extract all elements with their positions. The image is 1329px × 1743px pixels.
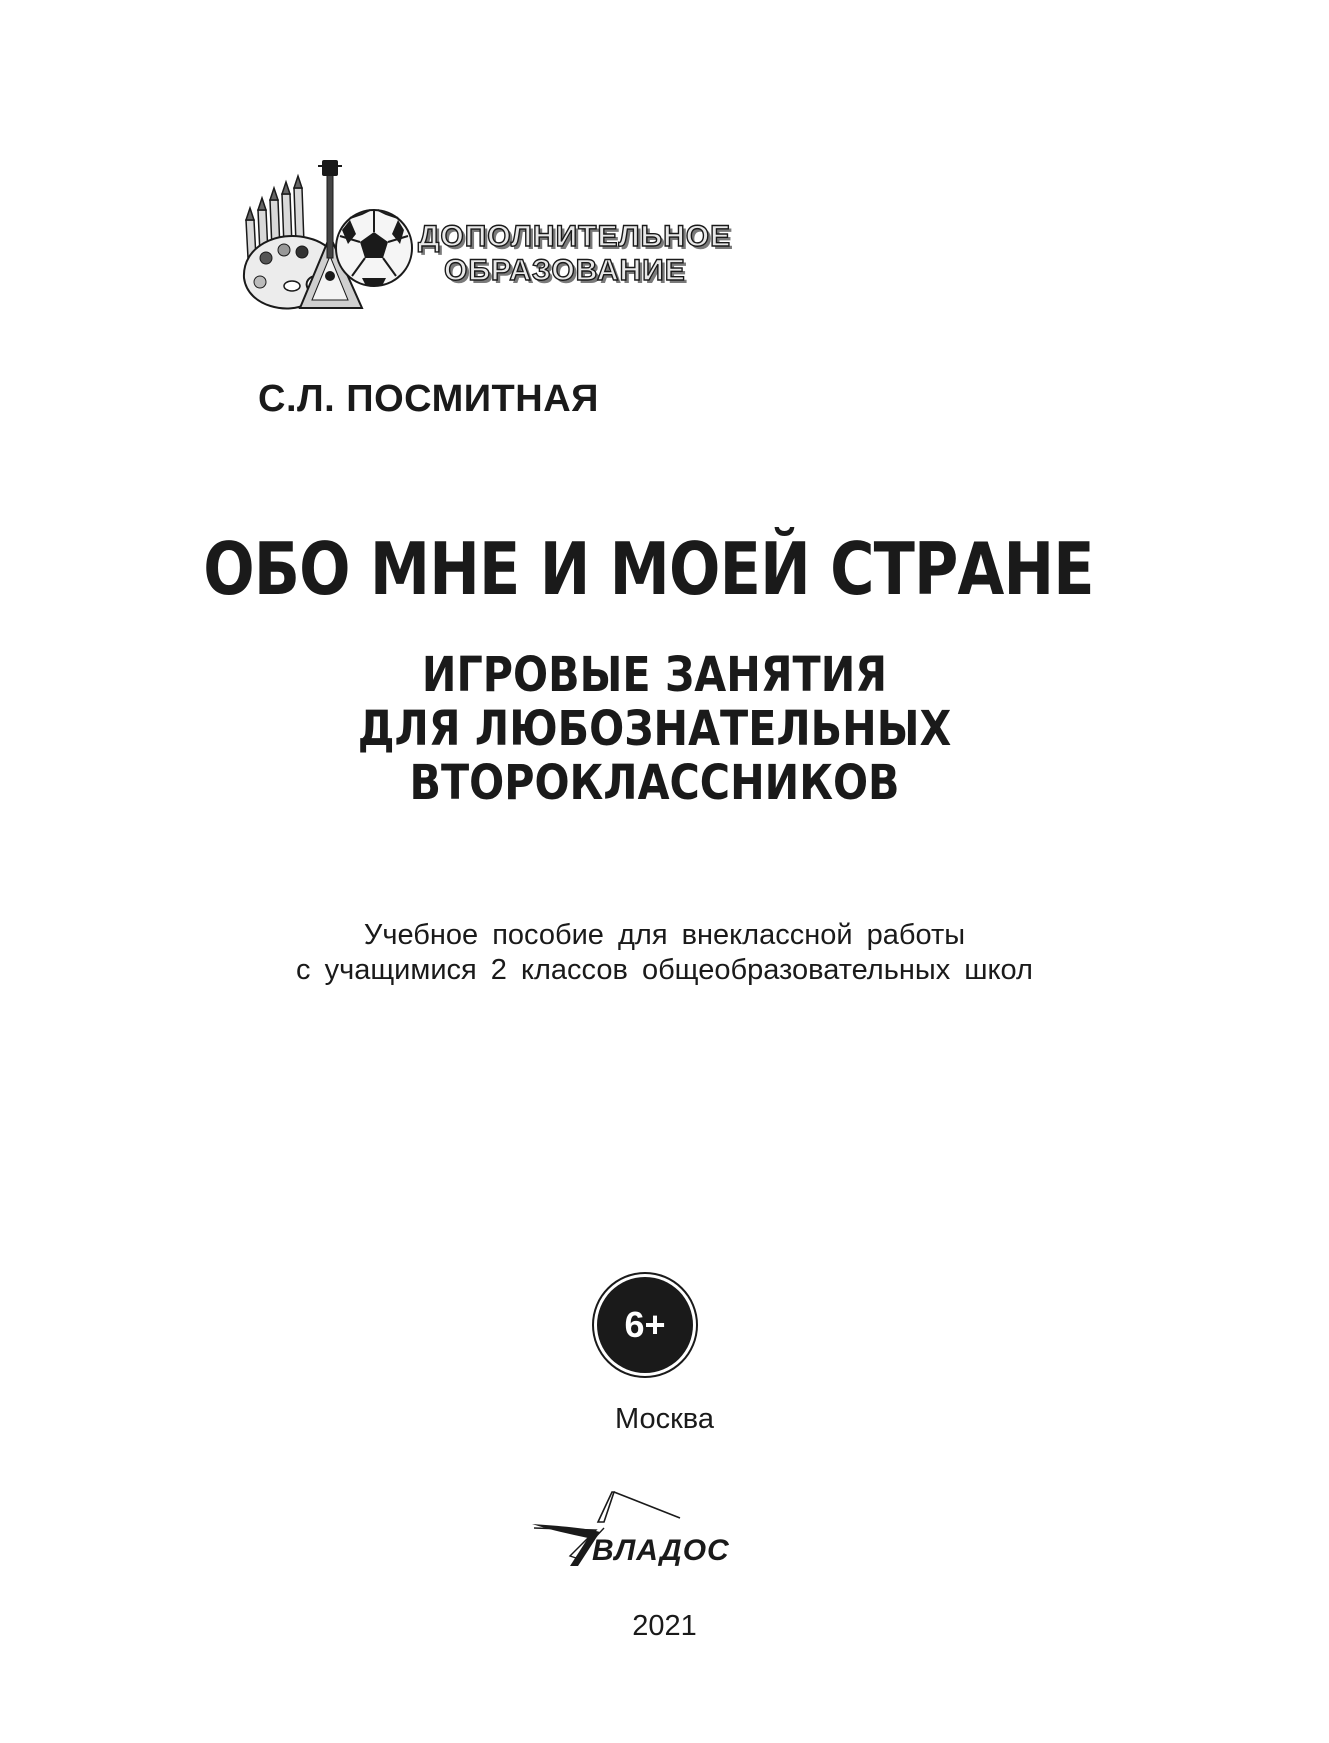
book-description <box>0 918 1329 988</box>
description-line1: Учебное пособие для внеклассной работы <box>363 919 966 951</box>
author-name: С.Л. ПОСМИТНАЯ <box>258 378 599 420</box>
vlados-logo <box>530 1488 770 1578</box>
series-logo <box>238 158 798 318</box>
publication-year: 2021 <box>632 1610 697 1642</box>
description-line2: с учащимися 2 классов общеобразовательных школ <box>296 954 1033 986</box>
subtitle-line2: ДЛЯ ЛЮБОЗНАТЕЛЬНЫХ <box>357 701 952 757</box>
subtitle-line1: ИГРОВЫЕ ЗАНЯТИЯ <box>421 647 888 703</box>
book-title: ОБО МНЕ И МОЕЙ СТРАНЕ <box>203 527 1094 611</box>
book-subtitle <box>83 648 1226 810</box>
subtitle-line3: ВТОРОКЛАССНИКОВ <box>409 755 900 811</box>
series-name-line2: ОБРАЗОВАНИЕ <box>444 254 686 287</box>
publication-city: Москва <box>614 1403 714 1435</box>
series-name <box>418 220 731 288</box>
age-rating-badge: 6+ <box>597 1277 693 1373</box>
art-music-sport-emblem-icon <box>238 158 418 318</box>
series-name-line1: ДОПОЛНИТЕЛЬНОЕ <box>418 220 732 253</box>
publisher-name: ВЛАДОС <box>592 1534 730 1567</box>
